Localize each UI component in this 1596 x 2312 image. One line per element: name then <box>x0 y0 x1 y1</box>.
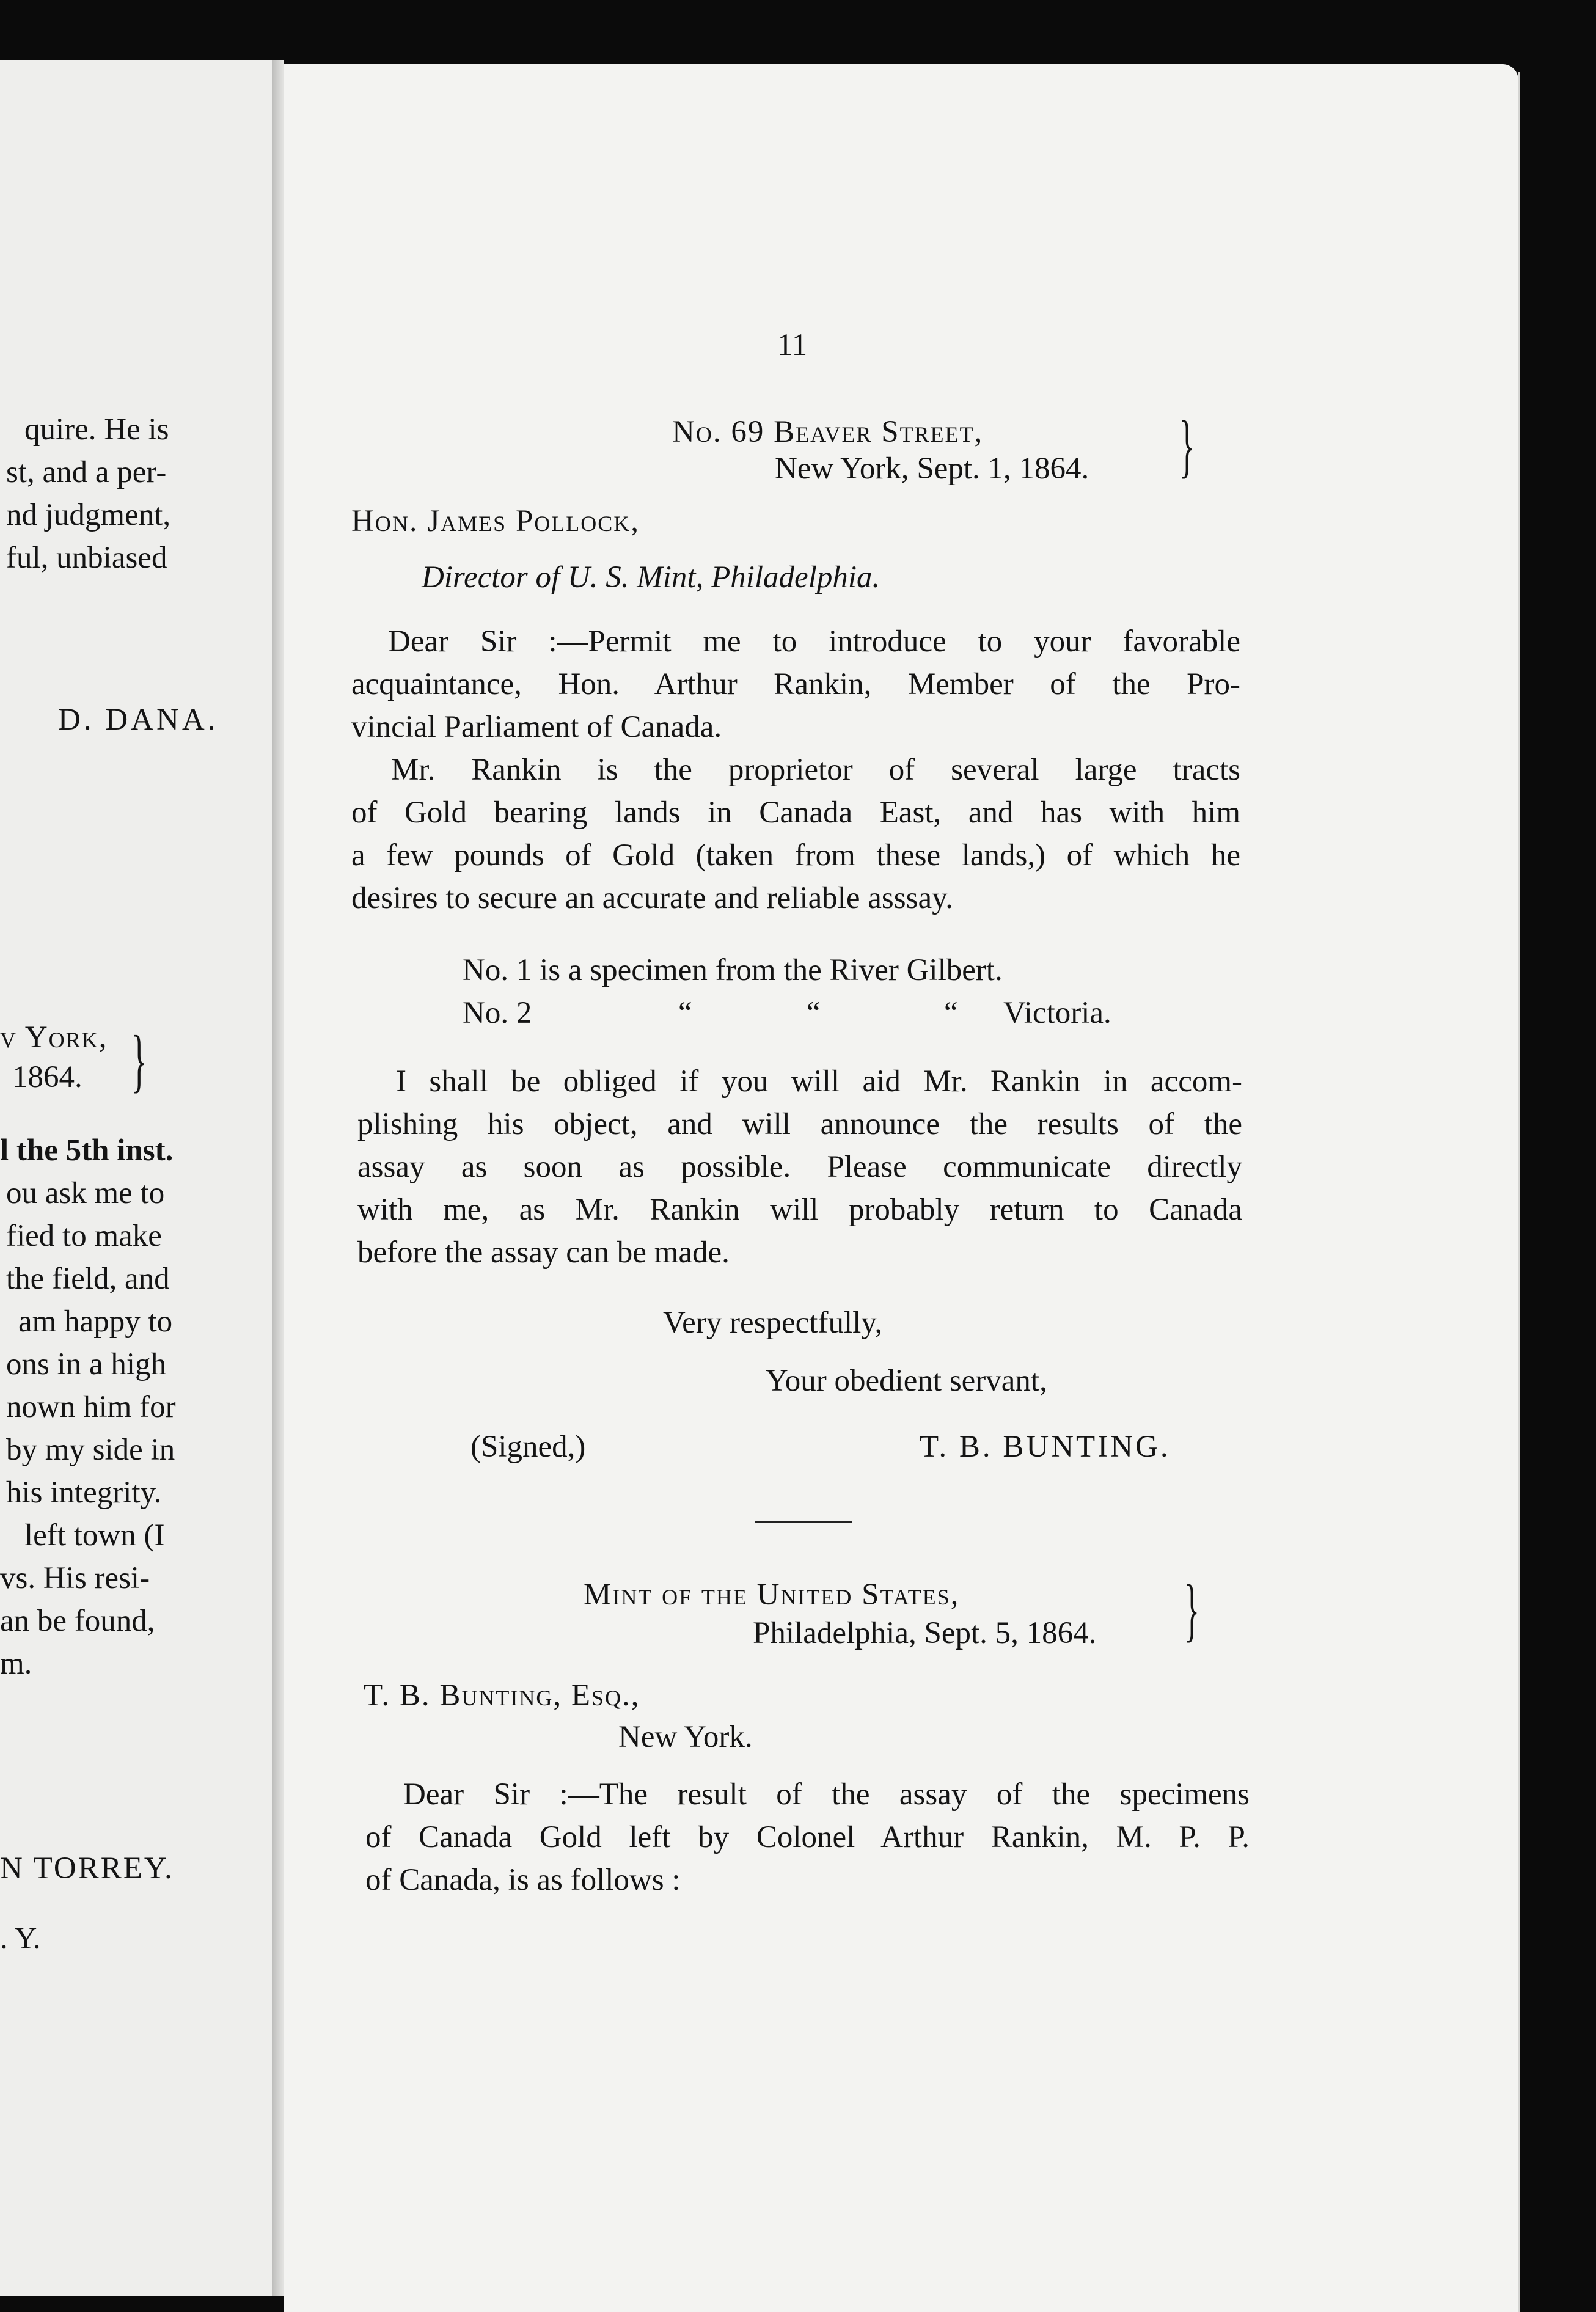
section-divider <box>755 1521 852 1523</box>
left-signature: N TORREY. <box>0 1851 174 1886</box>
letter1-para3-line: before the assay can be made. <box>357 1235 730 1270</box>
page-number: 11 <box>777 328 808 362</box>
closing-line2: Your obedient servant, <box>766 1364 1047 1398</box>
letter1-para3-line: I shall be obliged if you will aid Mr. Rankin in accom- <box>396 1064 1242 1099</box>
right-page <box>284 64 1518 2312</box>
ditto-mark: “ <box>678 996 692 1030</box>
letter1-para1-line: acquaintance, Hon. Arthur Rankin, Member of the Pro- <box>351 667 1240 701</box>
left-line: quire. He is <box>24 412 169 447</box>
left-brace: } <box>131 1022 147 1100</box>
left-line: v York, <box>0 1020 108 1055</box>
letter1-recipient-name: Hon. James Pollock, <box>351 504 640 538</box>
ditto-mark: “ <box>807 996 821 1030</box>
left-line: ful, unbiased <box>6 541 167 575</box>
left-line: 1864. <box>12 1060 82 1094</box>
letter1-para1-line: vincial Parliament of Canada. <box>351 710 722 744</box>
left-line: st, and a per- <box>6 455 167 489</box>
left-line: by my side in <box>6 1433 175 1467</box>
letter1-address-line1: No. 69 Beaver Street, <box>672 415 984 449</box>
book-gutter <box>272 60 284 2296</box>
left-line: vs. His resi- <box>0 1561 150 1595</box>
left-line: his integrity. <box>6 1476 162 1510</box>
closing-line1: Very respectfully, <box>663 1306 883 1340</box>
specimen-1: No. 1 is a specimen from the River Gilbert. <box>463 953 1003 987</box>
page-edge <box>1518 72 1520 2312</box>
left-line: an be found, <box>0 1604 155 1638</box>
letter2-recipient-city: New York. <box>618 1720 753 1754</box>
letter2-para1-line: of Canada Gold left by Colonel Arthur Rankin, M. P. P. <box>365 1820 1250 1854</box>
letter1-recipient-title: Director of U. S. Mint, Philadelphia. <box>422 560 880 594</box>
address-brace: } <box>1179 407 1195 485</box>
left-line: l the 5th inst. <box>0 1133 174 1168</box>
letter2-address-line1: Mint of the United States, <box>584 1578 960 1612</box>
signed-label: (Signed,) <box>470 1430 586 1464</box>
ditto-mark: “ <box>944 996 958 1030</box>
left-line: nd judgment, <box>6 498 171 532</box>
left-signature: D. DANA. <box>58 703 219 737</box>
left-line: nown him for <box>6 1390 176 1424</box>
letter1-para3-line: with me, as Mr. Rankin will probably return to Canada <box>357 1193 1242 1227</box>
address-brace: } <box>1184 1571 1200 1649</box>
letter1-para1-line: Dear Sir :—Permit me to introduce to your favorable <box>388 624 1240 659</box>
letter2-address-line2: Philadelphia, Sept. 5, 1864. <box>753 1616 1097 1650</box>
letter2-para1-line: Dear Sir :—The result of the assay of the specimens <box>403 1777 1250 1812</box>
left-line: ou ask me to <box>6 1176 165 1210</box>
left-line: fied to make <box>6 1219 162 1253</box>
left-line: left town (I <box>24 1518 165 1553</box>
specimen-2-number: No. 2 <box>463 996 532 1030</box>
specimen-2-name: Victoria. <box>1003 996 1111 1030</box>
left-line: . Y. <box>0 1922 41 1956</box>
letter1-para3-line: plishing his object, and will announce the results of the <box>357 1107 1242 1141</box>
letter1-para2-line: Mr. Rankin is the proprietor of several large tracts <box>391 753 1240 787</box>
left-line: m. <box>0 1647 32 1681</box>
letter1-para3-line: assay as soon as possible. Please communicate directly <box>357 1150 1242 1184</box>
letter2-recipient-name: T. B. Bunting, Esq., <box>364 1678 640 1713</box>
letter1-para2-line: desires to secure an accurate and reliable asssay. <box>351 881 954 915</box>
letter2-para1-line: of Canada, is as follows : <box>365 1863 681 1897</box>
letter1-address-line2: New York, Sept. 1, 1864. <box>775 452 1089 486</box>
left-line: ons in a high <box>6 1347 167 1381</box>
left-line: am happy to <box>18 1304 173 1339</box>
signature: T. B. BUNTING. <box>920 1430 1171 1464</box>
letter1-para2-line: of Gold bearing lands in Canada East, and has with him <box>351 796 1240 830</box>
letter1-para2-line: a few pounds of Gold (taken from these lands,) of which he <box>351 838 1240 872</box>
left-line: the field, and <box>6 1262 170 1296</box>
left-page <box>0 60 272 2296</box>
